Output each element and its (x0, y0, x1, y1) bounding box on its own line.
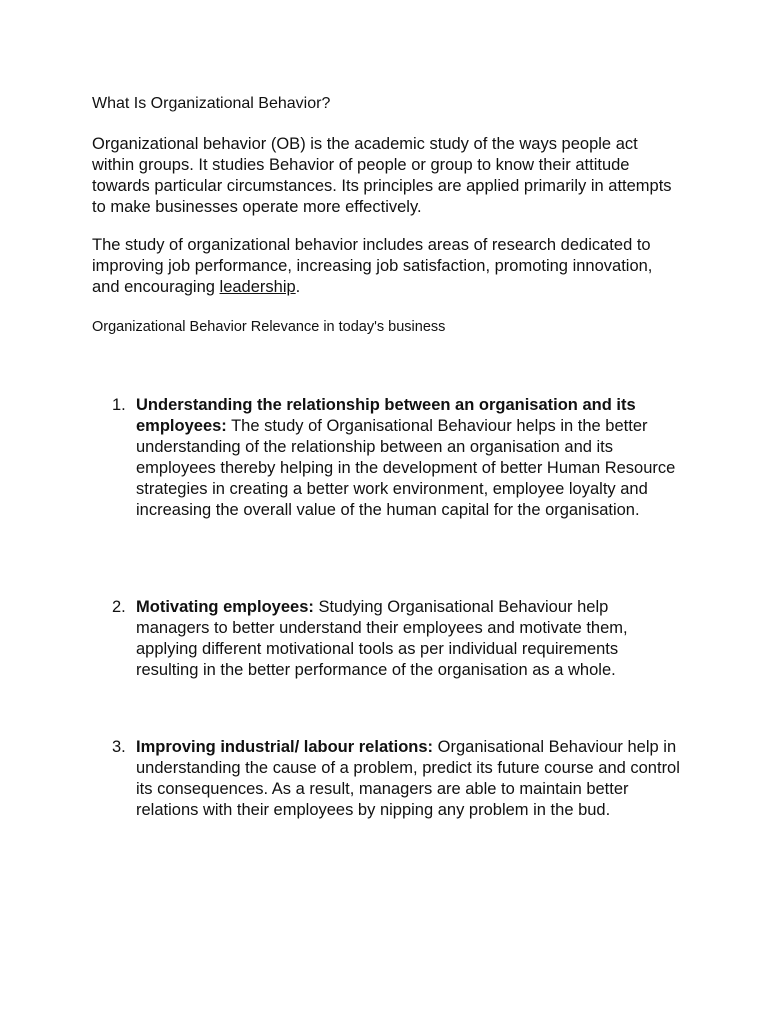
relevance-subheading: Organizational Behavior Relevance in today's business (92, 319, 446, 335)
list-item-number: 3. (112, 738, 126, 756)
list-item-number: 1. (112, 396, 126, 414)
list-item-text: Organisational Behaviour help in understanding the cause of a problem, predict its future course and control its consequences. As a result, managers are able to maintain better relations with their employees by nipping any problem in the bud. (136, 738, 680, 819)
list-item-heading: Improving industrial/ labour relations: (136, 738, 434, 756)
list-item-heading: Motivating employees: (136, 598, 314, 616)
study-areas-paragraph (92, 235, 682, 298)
study-areas-text: The study of organizational behavior includes areas of research dedicated to improving job performance, increasing job satisfaction, promoting innovation, and encouraging (92, 236, 653, 296)
list-item-number: 2. (112, 598, 126, 616)
leadership-link[interactable]: leadership (219, 278, 296, 296)
list-item-body (136, 597, 682, 681)
list-item-heading: Understanding the relationship between an organisation and its employees: (136, 396, 636, 435)
list-item-body (136, 395, 682, 521)
list-item (112, 737, 682, 821)
list-item (112, 395, 682, 521)
list-item-text: The study of Organisational Behaviour helps in the better understanding of the relationship between an organisation and its employees thereby helping in the development of better Human Resource strategies in creating a better work environment, employee loyalty and increasing the overall value of the human capital for the organisation. (136, 417, 676, 519)
list-item-body (136, 737, 682, 821)
study-areas-end: . (295, 278, 301, 296)
list-item-text: Studying Organisational Behaviour help managers to better understand their employees and motivate them, applying different motivational tools as per individual requirements resulting in the better performance of the organisation as a whole. (136, 598, 628, 679)
list-item (112, 597, 682, 681)
intro-paragraph: Organizational behavior (OB) is the academic study of the ways people act within groups. It studies Behavior of people or group to know their attitude towards particular circumstances. Its principles are applied primarily in attempts to make businesses operate more effectively. (92, 135, 672, 216)
page-title: What Is Organizational Behavior? (92, 95, 331, 112)
